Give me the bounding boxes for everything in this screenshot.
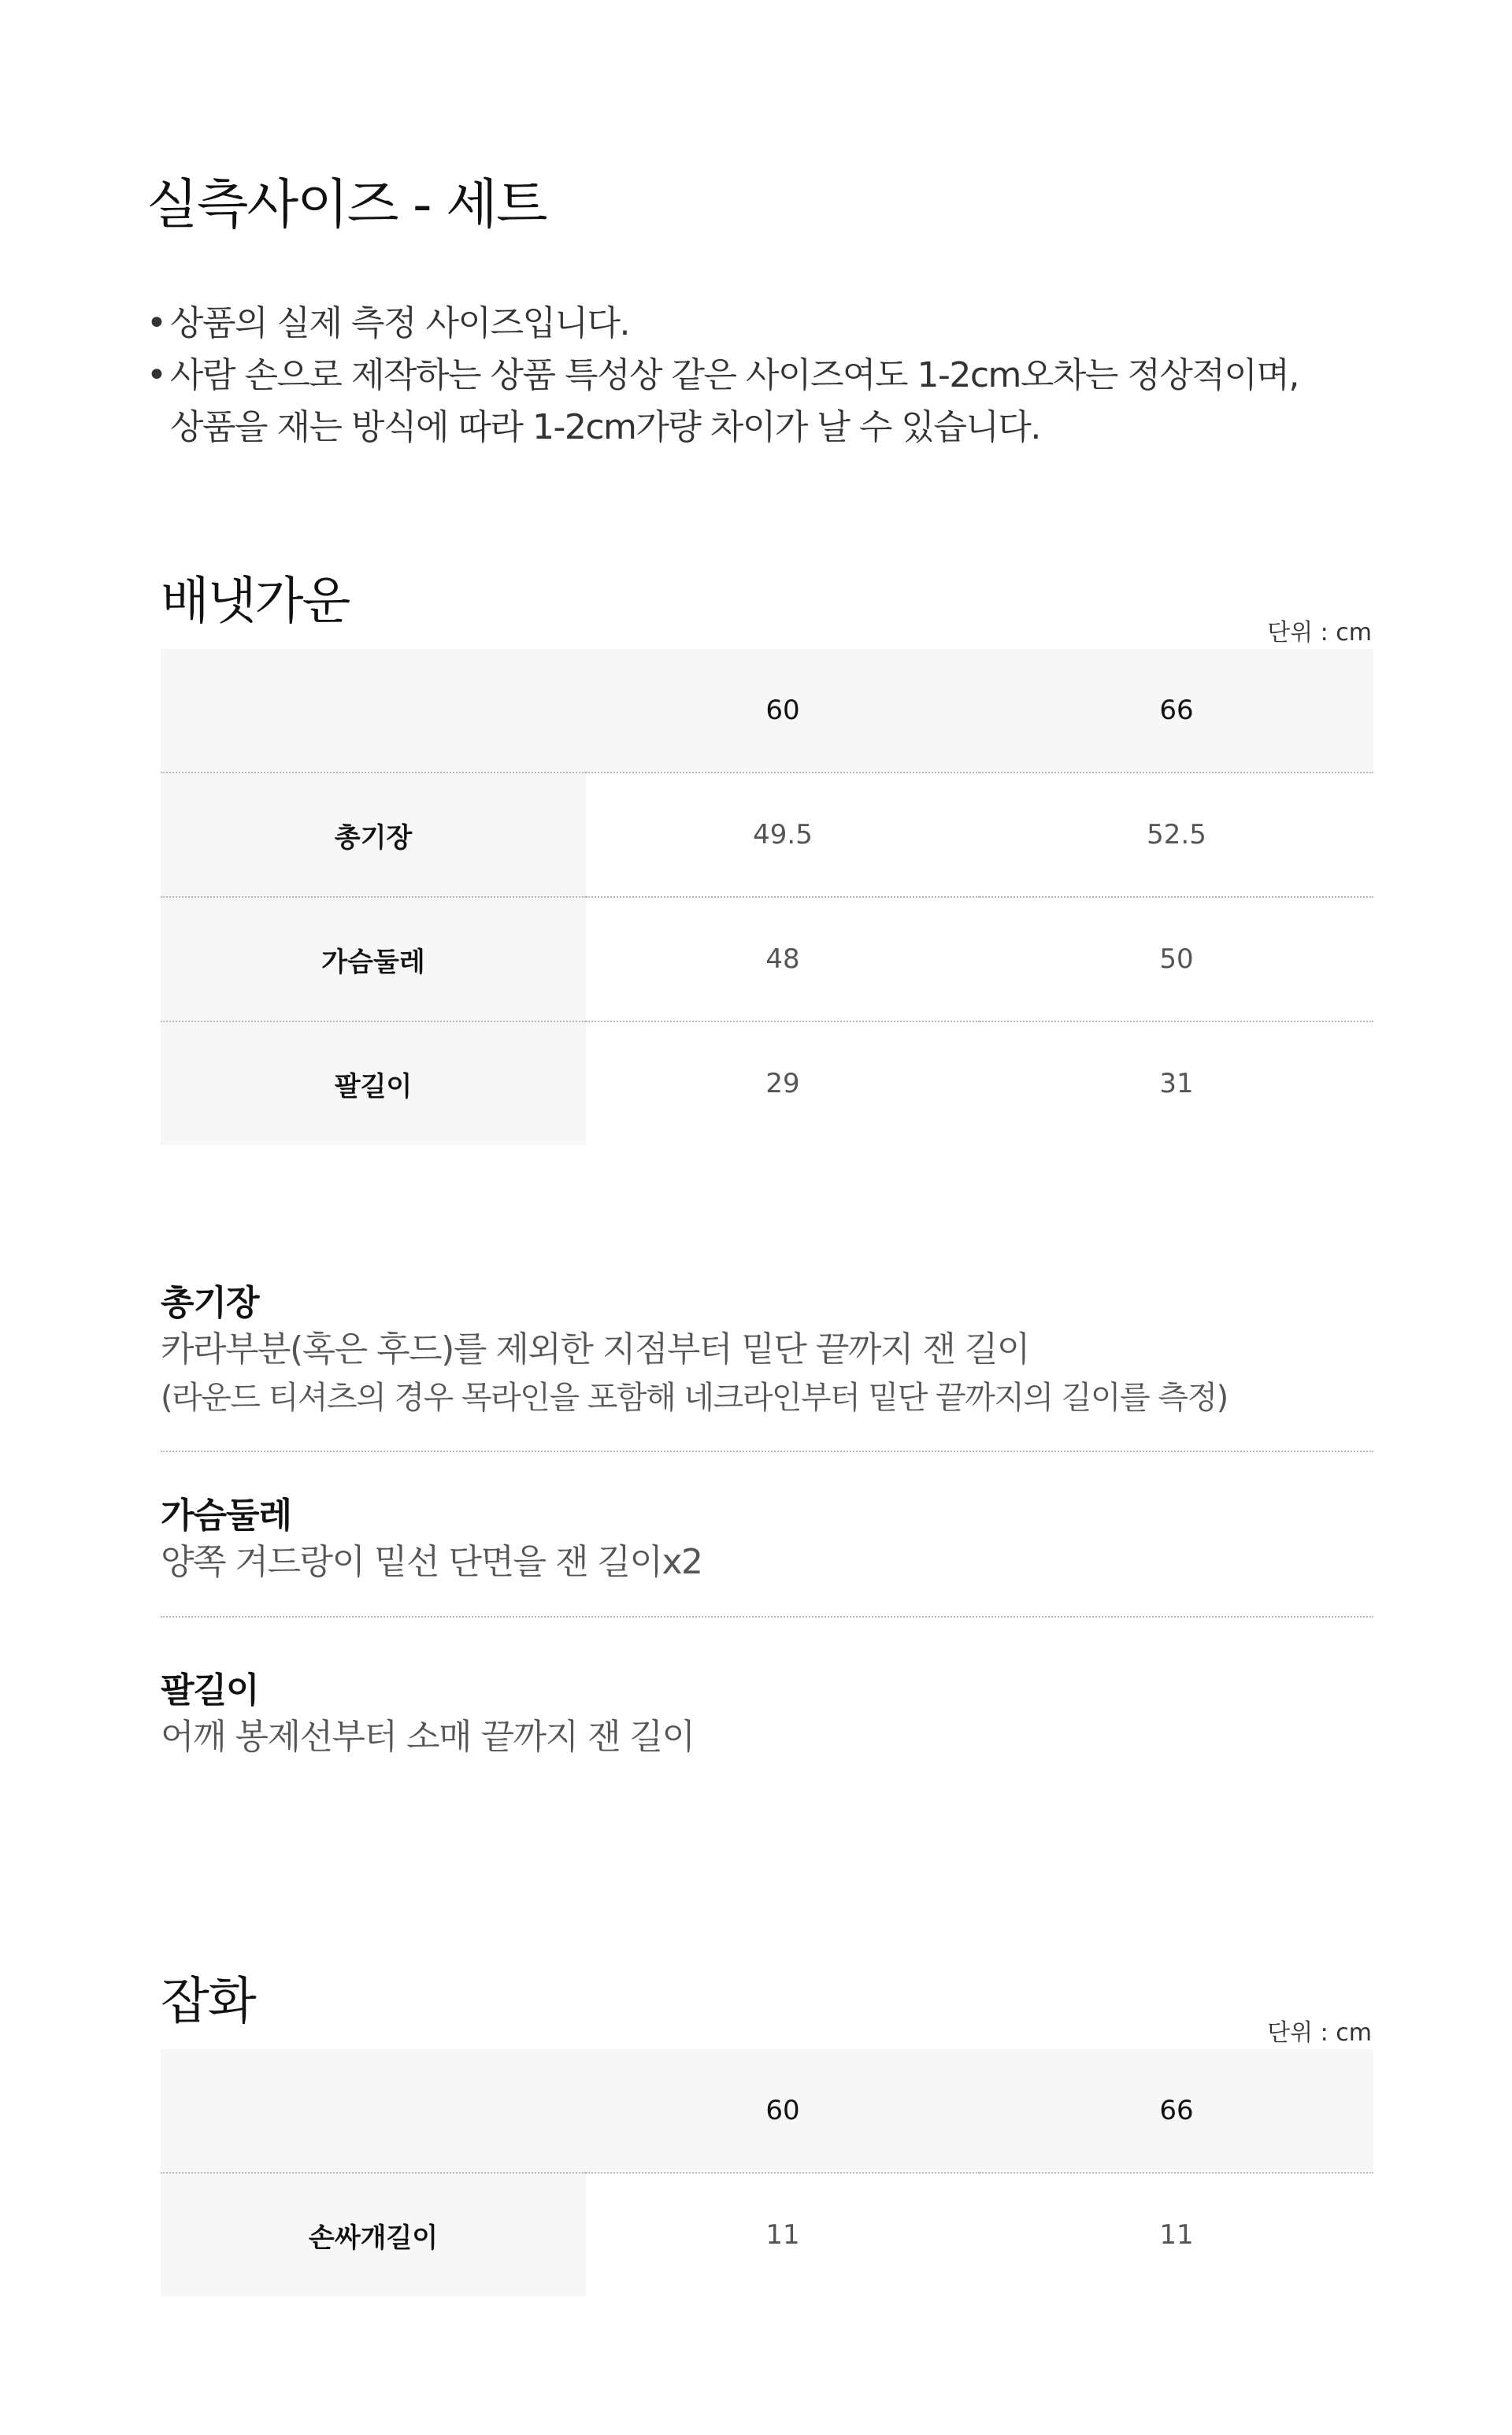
note-item-continued: [146, 402, 1406, 454]
section-title-accessories: 잡화: [161, 1973, 255, 2031]
page-title: 실측사이즈 - 세트: [146, 174, 547, 236]
table-cell: 29: [586, 1021, 980, 1145]
row-label: 가슴둘레: [161, 897, 586, 1021]
table-row: [161, 2173, 1373, 2296]
table-header-blank: [161, 2049, 586, 2173]
divider: [161, 1616, 1373, 1618]
note-text: 상품의 실제 측정 사이즈입니다.: [170, 303, 629, 343]
column-header: 60: [586, 2049, 980, 2173]
size-table-accessories: [161, 2049, 1373, 2296]
column-header: 60: [586, 649, 980, 773]
row-label: 손싸개길이: [161, 2173, 586, 2296]
definition-term: 총기장: [161, 1283, 259, 1323]
definition-chest: [161, 1487, 1373, 1588]
divider: [161, 1451, 1373, 1452]
table-row: [161, 897, 1373, 1021]
definition-note: (라운드 티셔츠의 경우 목라인을 포함해 네크라인부터 밑단 끝까지의 길이를 측정): [161, 1380, 1228, 1416]
note-item: [146, 298, 1406, 350]
column-header: 66: [980, 649, 1373, 773]
row-label: 팔길이: [161, 1021, 586, 1145]
definition-term: 팔길이: [161, 1670, 259, 1710]
row-label: 총기장: [161, 773, 586, 897]
bullet-icon: •: [146, 355, 166, 395]
unit-label: 단위 : cm: [1267, 619, 1372, 647]
unit-label: 단위 : cm: [1267, 2019, 1372, 2047]
note-text: 사람 손으로 제작하는 상품 특성상 같은 사이즈여도 1-2cm오차는 정상적이며,: [170, 355, 1299, 395]
size-table-gown: [161, 649, 1373, 1145]
note-item: [146, 350, 1406, 402]
bullet-icon: •: [146, 303, 166, 343]
table-cell: 48: [586, 897, 980, 1021]
table-cell: 31: [980, 1021, 1373, 1145]
section-title-gown: 배냇가운: [161, 573, 350, 631]
definition-desc: 카라부분(혹은 후드)를 제외한 지점부터 밑단 끝까지 잰 길이: [161, 1329, 1029, 1369]
table-row: [161, 773, 1373, 897]
column-header: 66: [980, 2049, 1373, 2173]
note-text: 상품을 재는 방식에 따라 1-2cm가량 차이가 날 수 있습니다.: [170, 407, 1040, 447]
table-cell: 52.5: [980, 773, 1373, 897]
table-cell: 11: [586, 2173, 980, 2296]
definition-desc: 어깨 봉제선부터 소매 끝까지 잰 길이: [161, 1717, 695, 1757]
definition-sleeve: [161, 1662, 1373, 1762]
table-cell: 49.5: [586, 773, 980, 897]
size-notes: [146, 298, 1406, 454]
definition-desc: 양쪽 겨드랑이 밑선 단면을 잰 길이x2: [161, 1542, 702, 1582]
table-header-row: [161, 2049, 1373, 2173]
table-row: [161, 1021, 1373, 1145]
table-cell: 50: [980, 897, 1373, 1021]
table-header-blank: [161, 649, 586, 773]
definition-total-length: [161, 1274, 1373, 1421]
definition-term: 가슴둘레: [161, 1495, 292, 1536]
table-cell: 11: [980, 2173, 1373, 2296]
table-header-row: [161, 649, 1373, 773]
